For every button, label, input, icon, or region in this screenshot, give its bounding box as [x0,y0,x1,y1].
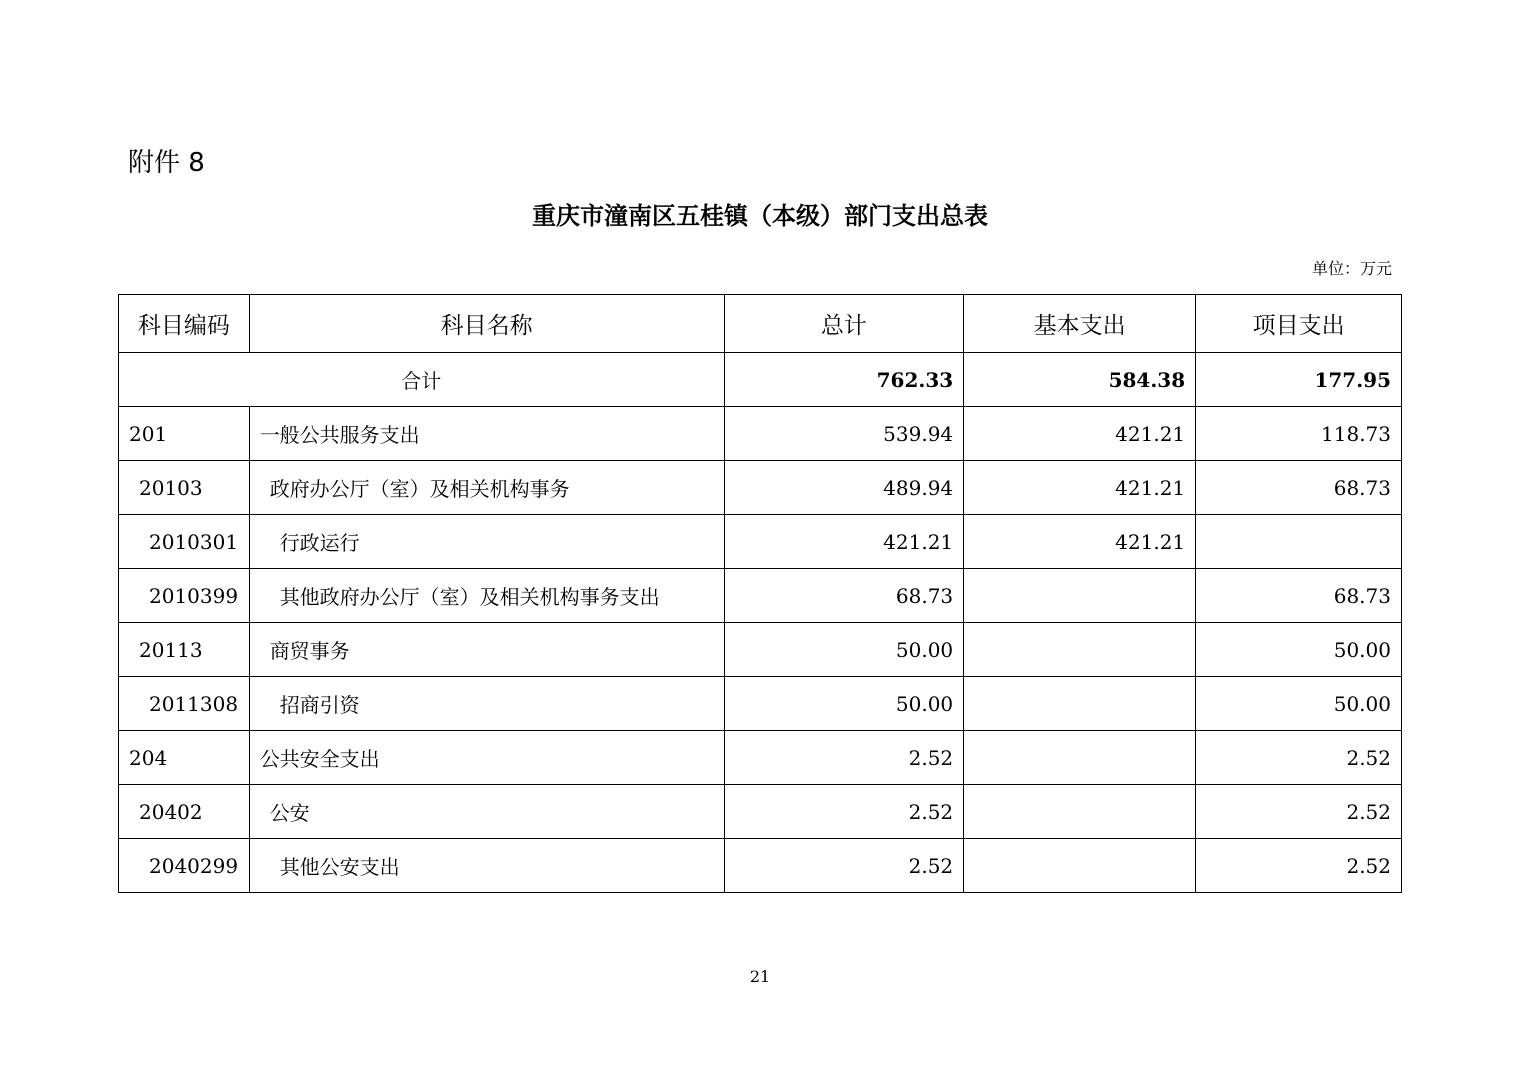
row-basic: 421.21 [964,461,1196,515]
table-row [119,515,1402,569]
table-row [119,569,1402,623]
header-total: 总计 [724,295,964,353]
row-name: 其他公安支出 [249,839,724,893]
row-code: 2010399 [119,569,250,623]
row-project: 50.00 [1196,677,1402,731]
row-code: 2010301 [119,515,250,569]
row-project: 50.00 [1196,623,1402,677]
unit-label: 单位：万元 [1311,259,1392,278]
table-row [119,407,1402,461]
row-name: 公安 [249,785,724,839]
page-number: 21 [749,967,771,986]
row-basic [964,785,1196,839]
header-name: 科目名称 [249,295,724,353]
row-code: 2040299 [119,839,250,893]
row-total: 421.21 [724,515,964,569]
row-project: 2.52 [1196,839,1402,893]
row-project: 2.52 [1196,731,1402,785]
table-row [119,623,1402,677]
table-row [119,839,1402,893]
row-code: 20402 [119,785,250,839]
row-total: 539.94 [724,407,964,461]
row-basic [964,839,1196,893]
row-code: 20113 [119,623,250,677]
row-project [1196,515,1402,569]
summary-row [119,353,1402,407]
row-project: 68.73 [1196,569,1402,623]
row-project: 118.73 [1196,407,1402,461]
row-code: 2011308 [119,677,250,731]
summary-basic: 584.38 [964,353,1196,407]
row-total: 50.00 [724,623,964,677]
row-code: 20103 [119,461,250,515]
row-total: 2.52 [724,839,964,893]
summary-total: 762.33 [724,353,964,407]
row-basic: 421.21 [964,515,1196,569]
row-basic [964,677,1196,731]
row-total: 2.52 [724,731,964,785]
header-row [119,295,1402,353]
row-basic [964,731,1196,785]
row-total: 50.00 [724,677,964,731]
table-row [119,731,1402,785]
page-title: 重庆市潼南区五桂镇（本级）部门支出总表 [532,201,988,230]
expenditure-table [118,294,1402,893]
table-row [119,461,1402,515]
header-code: 科目编码 [119,295,250,353]
row-name: 招商引资 [249,677,724,731]
row-basic: 421.21 [964,407,1196,461]
row-basic [964,623,1196,677]
row-name: 政府办公厅（室）及相关机构事务 [249,461,724,515]
row-code: 204 [119,731,250,785]
row-total: 2.52 [724,785,964,839]
row-name: 行政运行 [249,515,724,569]
header-project: 项目支出 [1196,295,1402,353]
summary-label: 合计 [119,353,725,407]
row-total: 68.73 [724,569,964,623]
summary-project: 177.95 [1196,353,1402,407]
row-name: 其他政府办公厅（室）及相关机构事务支出 [249,569,724,623]
row-code: 201 [119,407,250,461]
annex-label: 附件 8 [128,148,205,178]
header-basic: 基本支出 [964,295,1196,353]
row-project: 68.73 [1196,461,1402,515]
row-name: 公共安全支出 [249,731,724,785]
row-total: 489.94 [724,461,964,515]
row-name: 商贸事务 [249,623,724,677]
row-basic [964,569,1196,623]
table-row [119,677,1402,731]
table-row [119,785,1402,839]
row-name: 一般公共服务支出 [249,407,724,461]
row-project: 2.52 [1196,785,1402,839]
